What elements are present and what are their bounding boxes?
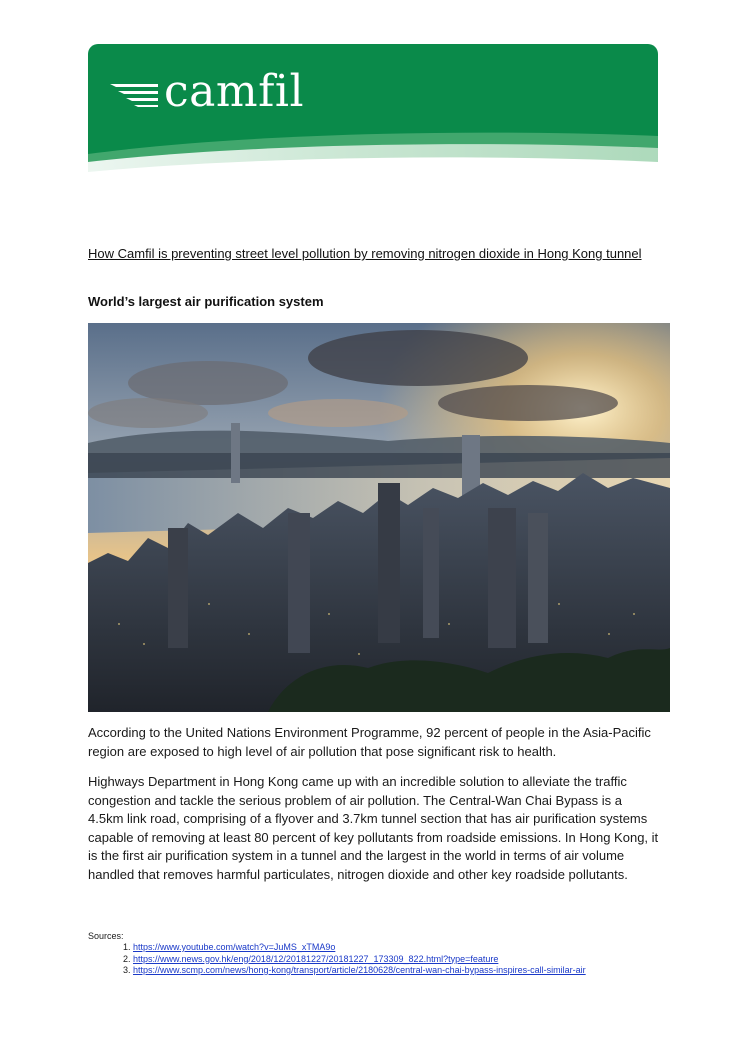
source-item bbox=[133, 954, 693, 966]
article-title-link[interactable]: How Camfil is preventing street level pollution by removing nitrogen dioxide in Hong Kong tunnel bbox=[88, 246, 642, 261]
article-subtitle: World’s largest air purification system bbox=[88, 294, 324, 309]
skyline-illustration bbox=[88, 323, 670, 712]
source-link-3[interactable]: https://www.scmp.com/news/hong-kong/transport/article/2180628/central-wan-chai-bypass-inspires-call-similar-air bbox=[133, 965, 586, 975]
camfil-logo bbox=[108, 66, 304, 122]
source-link-1[interactable]: https://www.youtube.com/watch?v=JuMS_xTMA9o bbox=[133, 942, 336, 952]
source-link-2[interactable]: https://www.news.gov.hk/eng/2018/12/20181227/20181227_173309_822.html?type=feature bbox=[133, 953, 499, 964]
logo-wings-icon bbox=[108, 80, 160, 108]
logo-wordmark: camfil bbox=[164, 66, 305, 117]
source-item bbox=[133, 942, 693, 954]
source-item bbox=[133, 965, 693, 977]
paragraph-intro: According to the United Nations Environment Programme, 92 percent of people in the Asia-Pacific region are exposed to high level of air pollution that pose significant risk to health. bbox=[88, 725, 651, 759]
sources-section bbox=[88, 930, 693, 977]
sources-label: Sources: bbox=[88, 931, 124, 941]
hong-kong-skyline-image bbox=[88, 323, 670, 712]
sources-list bbox=[88, 942, 693, 977]
paragraph-body: Highways Department in Hong Kong came up with an incredible solution to alleviate the traffic congestion and tackle the serious problem of air pollution. The Central-Wan Chai Bypass is a 4.5km link road, comprising of a flyover and 3.7km tunnel section that has air purification systems capable of removing at least 80 percent of key pollutants from roadside emissions. In Hong Kong, it is the first air purification system in a tunnel and the largest in the world in terms of air volume handled that removes harmful particulates, nitrogen dioxide and other key roadside pollutants. bbox=[88, 774, 659, 882]
